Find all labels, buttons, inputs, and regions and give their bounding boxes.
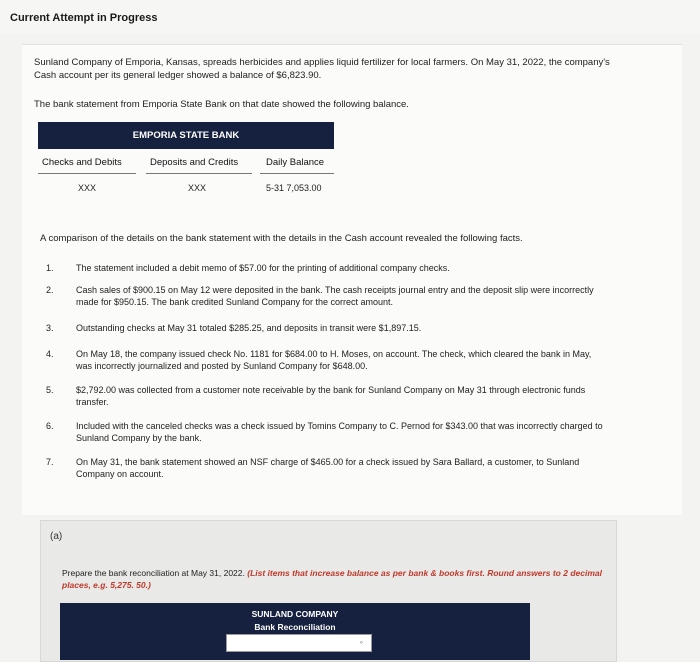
bank-statement-table bbox=[38, 122, 334, 199]
item-text: Cash sales of $900.15 on May 12 were deposited in the bank. The cash receipts journal entry and the deposit slip were incorrectly made for $950.15. The bank credited Sunland Company for the correct amount. bbox=[76, 285, 594, 307]
date-select[interactable] bbox=[226, 634, 372, 652]
item-number: 4. bbox=[46, 349, 54, 359]
item-number: 5. bbox=[46, 385, 54, 395]
item-text: Outstanding checks at May 31 totaled $285.25, and deposits in transit were $1,897.15. bbox=[76, 323, 422, 333]
column-header-deposits: Deposits and Credits bbox=[150, 157, 239, 168]
bank-statement-intro: The bank statement from Emporia State Bank on that date showed the following balance. bbox=[34, 99, 409, 110]
part-label: (a) bbox=[50, 531, 63, 542]
chevron-down-icon: ◦ bbox=[359, 637, 363, 647]
bank-table-header-row bbox=[38, 149, 334, 175]
bank-table-row bbox=[38, 175, 334, 199]
item-text: On May 18, the company issued check No. 1181 for $684.00 to H. Moses, on account. The check, which cleared the bank in May, was incorrectly journalized and posted by Sunland Company for $648.00. bbox=[76, 349, 592, 371]
column-header-checks: Checks and Debits bbox=[42, 157, 122, 168]
header-underline bbox=[260, 173, 334, 174]
bank-table-title: EMPORIA STATE BANK bbox=[38, 122, 334, 149]
item-number: 7. bbox=[46, 457, 54, 467]
comparison-text: A comparison of the details on the bank statement with the details in the Cash account revealed the following facts. bbox=[40, 233, 523, 244]
item-text: On May 31, the bank statement showed an NSF charge of $465.00 for a check issued by Sara Ballard, a customer, to Sunland Company on account. bbox=[76, 457, 580, 479]
part-instructions bbox=[62, 568, 602, 591]
page-title: Current Attempt in Progress bbox=[10, 12, 158, 24]
reconciliation-title: Bank Reconciliation bbox=[254, 622, 336, 632]
item-number: 2. bbox=[46, 285, 54, 295]
company-name: SUNLAND COMPANY bbox=[251, 609, 339, 619]
item-number: 3. bbox=[46, 323, 54, 333]
instruction-text: Prepare the bank reconciliation at May 31, 2022. bbox=[62, 568, 248, 578]
cell-checks: XXX bbox=[78, 183, 97, 193]
page-header bbox=[0, 0, 700, 34]
item-text: Included with the canceled checks was a check issued by Tomins Company to C. Pernod for $343.00 that was incorrectly charged to Sunland Company by the bank. bbox=[76, 421, 603, 443]
reconciliation-header bbox=[60, 603, 530, 660]
problem-intro: Sunland Company of Emporia, Kansas, spreads herbicides and applies liquid fertilizer for local farmers. On May 31, 2022, the company's Cash account per its general ledger showed a balance of $6,823.90. bbox=[34, 57, 610, 81]
item-number: 1. bbox=[46, 263, 54, 273]
item-text: $2,792.00 was collected from a customer note receivable by the bank for Sunland Company on May 31 through electronic funds transfer. bbox=[76, 385, 586, 407]
header-underline bbox=[38, 173, 136, 174]
column-header-balance: Daily Balance bbox=[266, 157, 325, 168]
item-number: 6. bbox=[46, 421, 54, 431]
question-card bbox=[22, 44, 682, 515]
cell-balance: 5-31 7,053.00 bbox=[266, 183, 322, 193]
instruction-emphasis: (List items that increase balance as per bank & books first. Round answers to 2 decimal places, e.g. 5,275. 50.) bbox=[62, 568, 602, 590]
header-underline bbox=[146, 173, 252, 174]
item-text: The statement included a debit memo of $57.00 for the printing of additional company checks. bbox=[76, 263, 450, 273]
cell-deposits: XXX bbox=[188, 183, 207, 193]
